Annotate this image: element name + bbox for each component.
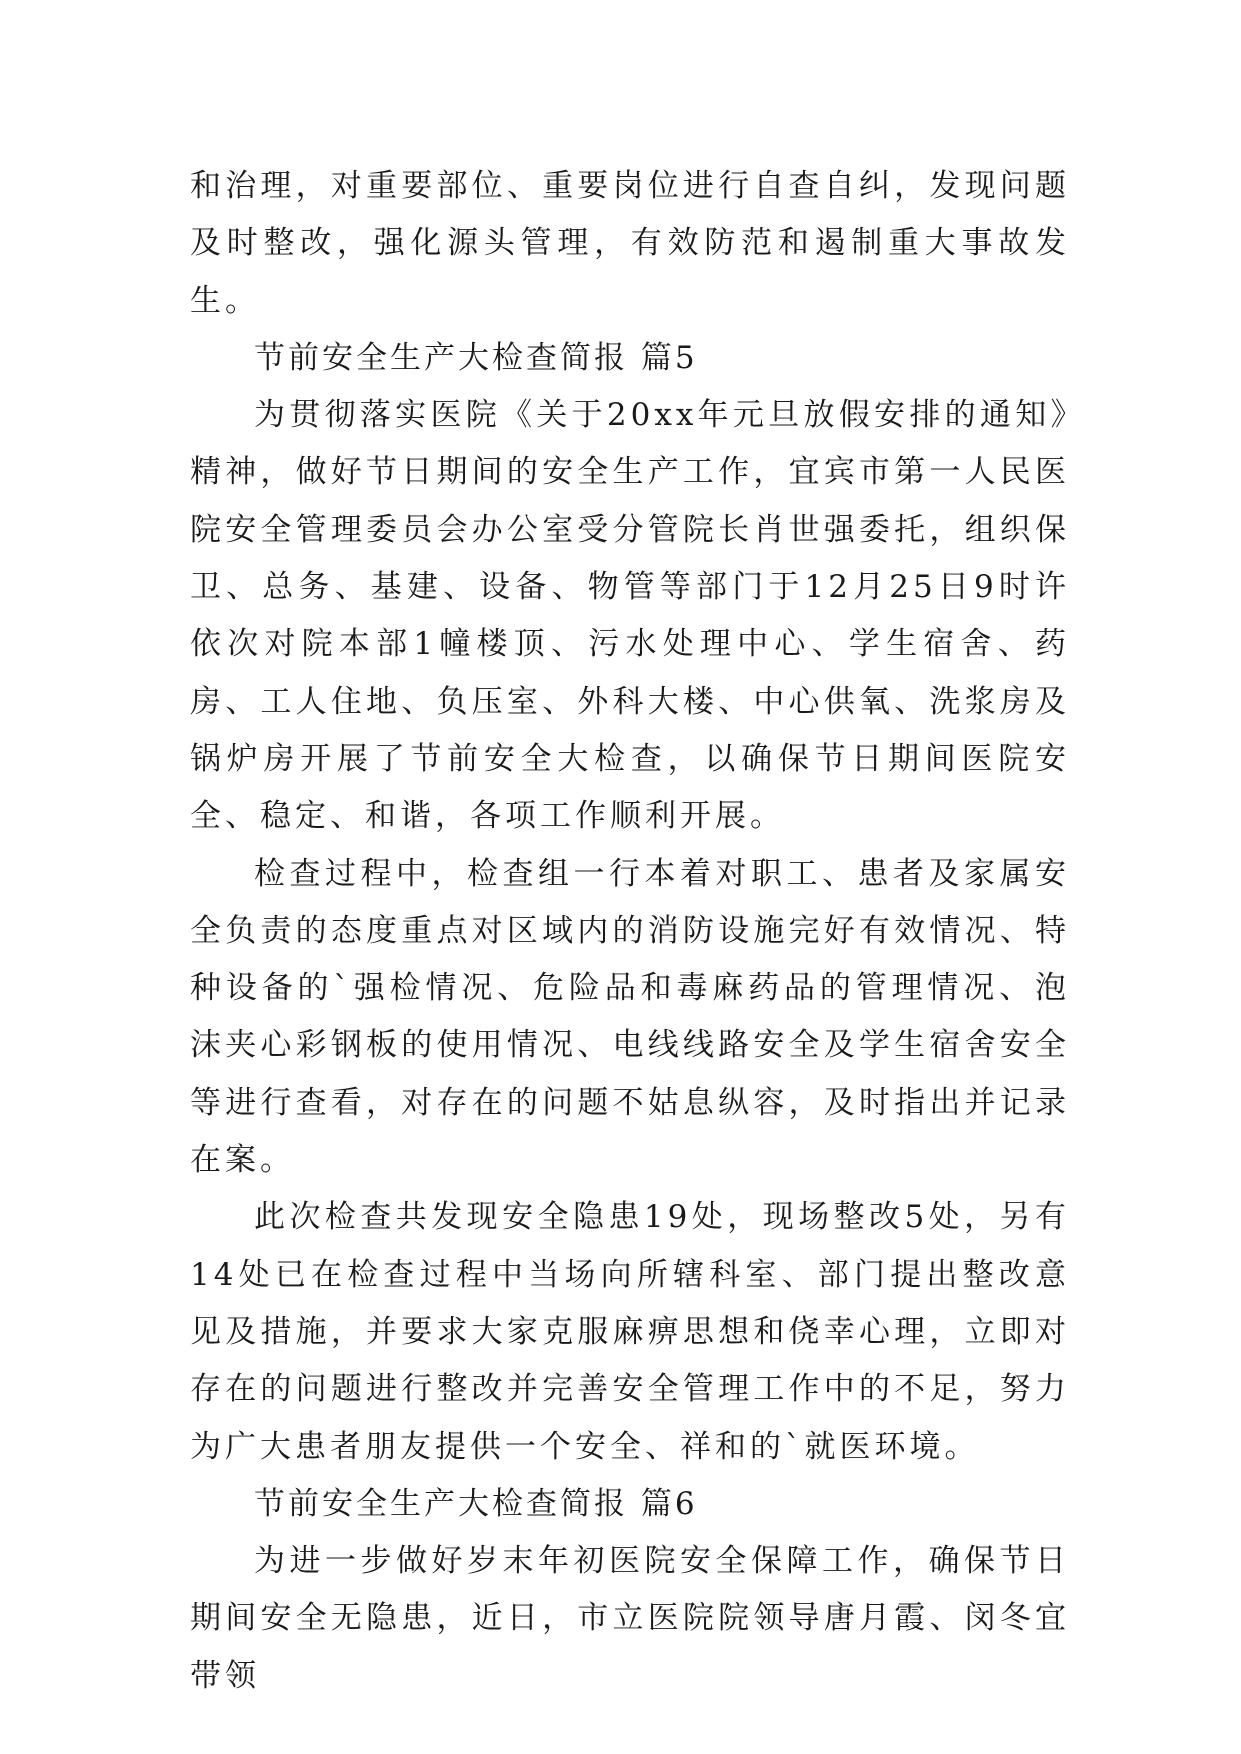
paragraph-continuation: 和治理，对重要部位、重要岗位进行自查自纠，发现问题及时整改，强化源头管理，有效防范和遏制重大事故发生。	[190, 168, 1070, 319]
section-heading-6: 节前安全生产大检查简报 篇6	[254, 1485, 698, 1522]
paragraph-hazards-found: 此次检查共发现安全隐患19处，现场整改5处，另有14处已在检查过程中当场向所辖科室、部门提出整改意见及措施，并要求大家克服麻痹思想和侥幸心理，立即对存在的问题进行整改并完善安全管理工作中的不足，努力为广大患者朋友提供一个安全、祥和的`就医环境。	[190, 1199, 1070, 1465]
paragraph-section-6-intro: 为进一步做好岁末年初医院安全保障工作，确保节日期间安全无隐患，近日，市立医院院领导唐月霞、闵冬宜带领	[190, 1543, 1070, 1694]
document-body	[190, 158, 1070, 1705]
paragraph-notice: 为贯彻落实医院《关于20xx年元旦放假安排的通知》精神，做好节日期间的安全生产工作，宜宾市第一人民医院安全管理委员会办公室受分管院长肖世强委托，组织保卫、总务、基建、设备、物管等部门于12月25日9时许依次对院本部1幢楼顶、污水处理中心、学生宿舍、药房、工人住地、负压室、外科大楼、中心供氧、洗浆房及锅炉房开展了节前安全大检查，以确保节日期间医院安全、稳定、和谐，各项工作顺利开展。	[190, 397, 1070, 835]
section-heading-5: 节前安全生产大检查简报 篇5	[254, 339, 698, 376]
paragraph-inspection-process: 检查过程中，检查组一行本着对职工、患者及家属安全负责的态度重点对区域内的消防设施完好有效情况、特种设备的`强检情况、危险品和毒麻药品的管理情况、泡沫夹心彩钢板的使用情况、电线线路安全及学生宿舍安全等进行查看，对存在的问题不姑息纵容，及时指出并记录在案。	[190, 855, 1070, 1179]
